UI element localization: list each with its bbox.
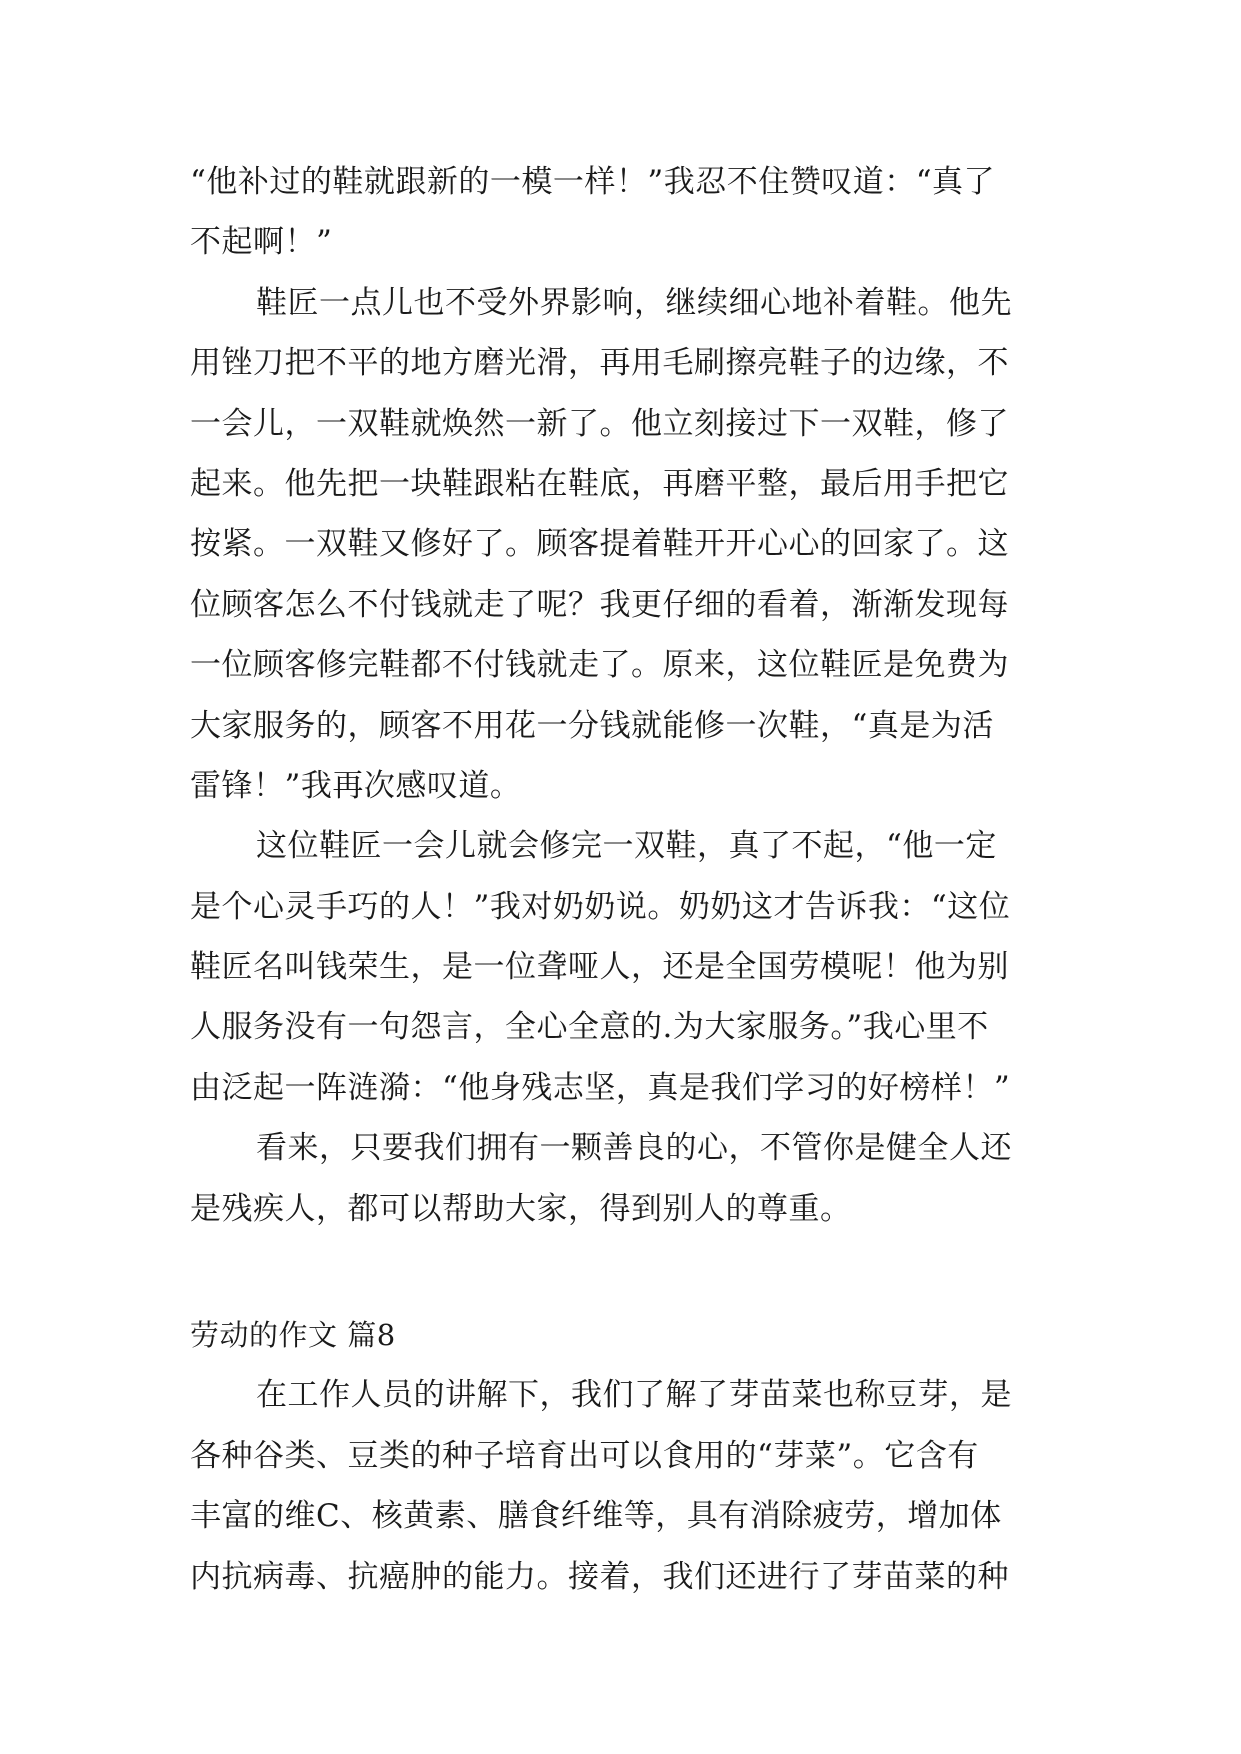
paragraph-line: 是残疾人，都可以帮助大家，得到别人的尊重。 — [190, 1190, 852, 1227]
paragraph-line: 大家服务的，顾客不用花一分钱就能修一次鞋，“真是为活 — [190, 707, 994, 744]
paragraph-line: 鞋匠一点儿也不受外界影响，继续细心地补着鞋。他先 — [256, 284, 1012, 321]
section-heading: 劳动的作文 篇8 — [190, 1318, 396, 1353]
section-gap — [190, 1239, 1050, 1305]
essay-body-part2 — [190, 1365, 1050, 1607]
paragraph-line: 人服务没有一句怨言，全心全意的.为大家服务。”我心里不 — [190, 1009, 989, 1046]
paragraph-line: 各种谷类、豆类的种子培育出可以食用的“芽菜”。它含有 — [190, 1437, 979, 1474]
paragraph-line: 丰富的维C、核黄素、膳食纤维等，具有消除疲劳，增加体 — [190, 1498, 1002, 1535]
paragraph-line: “他补过的鞋就跟新的一模一样！”我忍不住赞叹道：“真了 — [190, 164, 996, 200]
paragraph-line: 一位顾客修完鞋都不付钱就走了。原来，这位鞋匠是免费为 — [190, 647, 1009, 684]
paragraph — [190, 152, 1050, 273]
paragraph-line: 用锉刀把不平的地方磨光滑，再用毛刷擦亮鞋子的边缘，不 — [190, 345, 1009, 382]
paragraph-line: 雷锋！”我再次感叹道。 — [190, 767, 522, 804]
essay-body-part1 — [190, 152, 1050, 1239]
paragraph-line: 起来。他先把一块鞋跟粘在鞋底，再磨平整，最后用手把它 — [190, 465, 1009, 502]
paragraph-line: 鞋匠名叫钱荣生，是一位聋哑人，还是全国劳模呢！他为别 — [190, 949, 1009, 986]
paragraph-line: 按紧。一双鞋又修好了。顾客提着鞋开开心心的回家了。这 — [190, 526, 1009, 563]
paragraph-line: 由泛起一阵涟漪：“他身残志坚，真是我们学习的好榜样！” — [190, 1069, 1011, 1106]
paragraph-line: 看来，只要我们拥有一颗善良的心，不管你是健全人还 — [256, 1130, 1012, 1167]
paragraph-line: 这位鞋匠一会儿就会修完一双鞋，真了不起，“他一定 — [256, 828, 997, 865]
paragraph-line: 在工作人员的讲解下，我们了解了芽苗菜也称豆芽，是 — [256, 1377, 1012, 1414]
paragraph-line: 位顾客怎么不付钱就走了呢？我更仔细的看着，渐渐发现每 — [190, 586, 1009, 623]
paragraph-line: 一会儿，一双鞋就焕然一新了。他立刻接过下一双鞋，修了 — [190, 405, 1009, 442]
paragraph-line: 是个心灵手巧的人！”我对奶奶说。奶奶这才告诉我：“这位 — [190, 888, 1011, 925]
paragraph-line: 内抗病毒、抗癌肿的能力。接着，我们还进行了芽苗菜的种 — [190, 1558, 1009, 1595]
paragraph — [190, 273, 1050, 817]
document-page — [190, 152, 1050, 1607]
paragraph — [190, 1118, 1050, 1239]
paragraph-line: 不起啊！” — [190, 224, 333, 261]
paragraph — [190, 1365, 1050, 1607]
paragraph — [190, 816, 1050, 1118]
